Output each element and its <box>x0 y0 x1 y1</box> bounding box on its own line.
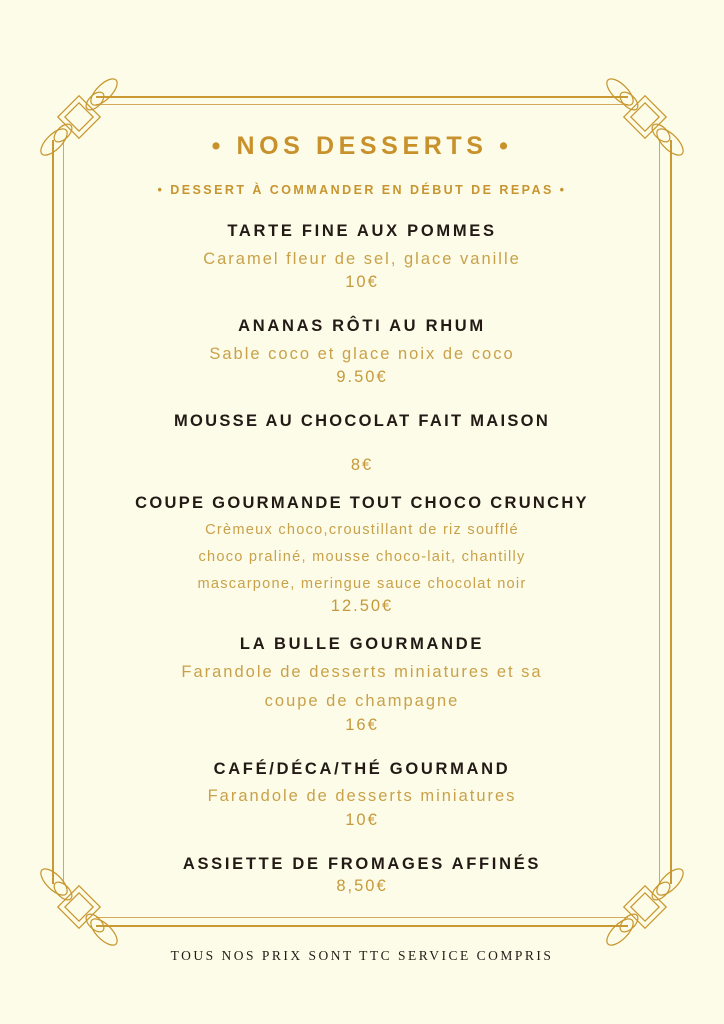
item-name: LA BULLE GOURMANDE <box>239 635 485 654</box>
menu-item-assiette-de-fromages-affines <box>72 854 652 898</box>
frame-line-top-inner <box>96 104 628 105</box>
page-subtitle: • DESSERT À COMMANDER EN DÉBUT DE REPAS • <box>157 183 567 197</box>
item-description: Caramel fleur de sel, glace vanille <box>203 249 521 268</box>
menu-item-la-bulle-gourmande <box>72 634 652 737</box>
frame-line-bottom-inner <box>96 917 628 918</box>
item-description: Sable coco et glace noix de coco <box>209 344 515 363</box>
item-name: MOUSSE AU CHOCOLAT FAIT MAISON <box>173 412 551 431</box>
item-price: 9.50€ <box>336 368 388 387</box>
frame-line-left-outer <box>52 140 54 884</box>
menu-item-cafe-deca-the-gourmand <box>72 759 652 832</box>
item-spacer <box>72 618 652 634</box>
item-name: CAFÉ/DÉCA/THÉ GOURMAND <box>213 759 511 778</box>
menu-items-list <box>72 221 652 898</box>
menu-item-mousse-au-chocolat-fait-maison <box>72 411 652 477</box>
frame-line-right-inner <box>659 140 660 884</box>
menu-item-tarte-fine-aux-pommes <box>72 221 652 294</box>
item-spacer <box>72 294 652 316</box>
item-price: 16€ <box>345 715 379 734</box>
item-name: ANANAS RÔTI AU RHUM <box>238 317 486 336</box>
item-price: 10€ <box>345 273 379 292</box>
menu-item-ananas-roti-au-rhum <box>72 316 652 389</box>
item-spacer <box>72 832 652 854</box>
page-title: • NOS DESSERTS • <box>211 132 513 160</box>
item-spacer <box>72 389 652 411</box>
item-price: 8€ <box>350 455 374 474</box>
menu-content <box>72 118 652 898</box>
frame-line-right-outer <box>670 140 672 884</box>
item-description: Farandole de desserts miniatures <box>207 787 517 806</box>
frame-line-top-outer <box>96 96 628 98</box>
frame-line-bottom-outer <box>96 925 628 927</box>
item-description-line-2: choco praliné, mousse choco-lait, chantilly <box>198 548 526 565</box>
item-spacer <box>72 737 652 759</box>
menu-item-coupe-gourmande-tout-choco-crunchy <box>72 493 652 618</box>
item-price: 8,50€ <box>336 876 388 895</box>
item-description-line-1: Farandole de desserts miniatures et sa <box>181 662 543 681</box>
item-name: TARTE FINE AUX POMMES <box>227 222 497 240</box>
item-price: 10€ <box>345 810 379 829</box>
item-name: ASSIETTE DE FROMAGES AFFINÉS <box>182 854 542 873</box>
item-description-line-2: coupe de champagne <box>264 692 460 711</box>
item-description-line-3: mascarpone, meringue sauce chocolat noir <box>197 575 527 592</box>
item-description-line-1: Crèmeux choco,croustillant de riz soufflé <box>205 521 519 538</box>
item-name: COUPE GOURMANDE TOUT CHOCO CRUNCHY <box>135 494 589 512</box>
frame-line-left-inner <box>63 140 64 884</box>
item-price: 12.50€ <box>330 597 394 616</box>
item-spacer <box>72 477 652 493</box>
footer-note: TOUS NOS PRIX SONT TTC SERVICE COMPRIS <box>170 948 554 963</box>
